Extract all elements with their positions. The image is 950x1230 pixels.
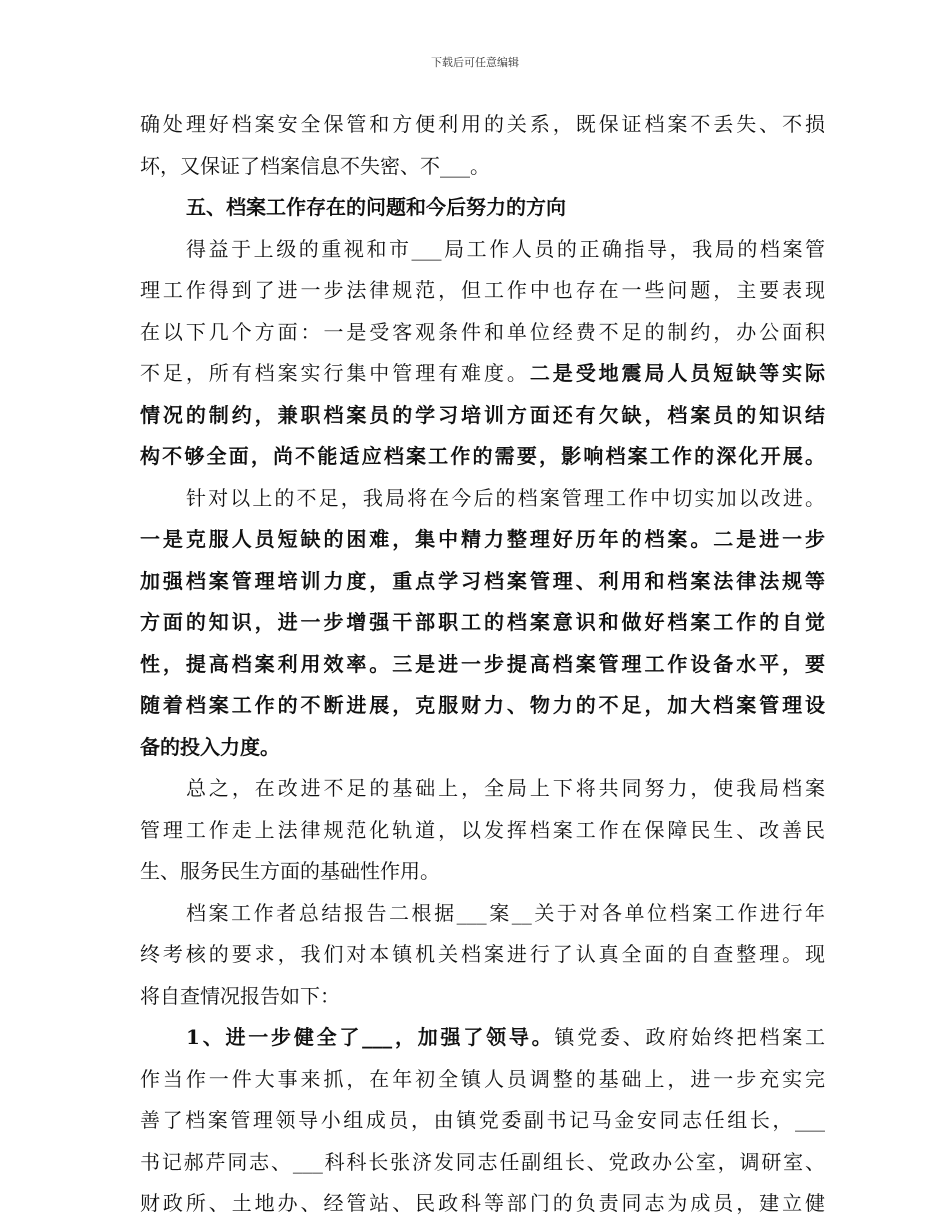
text-line-bold: 性，提高档案利用效率。三是进一步提高档案管理工作设备水平，要	[140, 651, 825, 676]
text-line-bold: 随着档案工作的不断进展，克服财力、物力的不足，加大档案管理设	[140, 693, 825, 717]
text-line: 档案工作者总结报告二根据___案__关于对各单位档案工作进行年	[186, 900, 825, 925]
text-line: 确处理好档案安全保管和方便利用的关系，既保证档案不丢失、不损	[140, 112, 825, 136]
text-segment: 不足，所有档案实行集中管理有难度。	[140, 361, 530, 385]
text-line: 理工作得到了进一步法律规范，但工作中也存在一些问题，主要表现	[140, 278, 825, 302]
section-heading: 五、档案工作存在的问题和今后努力的方向	[186, 195, 566, 219]
text-line: 在以下几个方面：一是受客观条件和单位经费不足的制约，办公面积	[140, 319, 825, 344]
text-line: 管理工作走上法律规范化轨道，以发挥档案工作在保障民生、改善民	[140, 817, 825, 842]
text-line-bold: 构不够全面，尚不能适应档案工作的需要，影响档案工作的深化开展。	[140, 444, 825, 468]
text-line: 针对以上的不足，我局将在今后的档案管理工作中切实加以改进。	[186, 485, 825, 510]
text-line-bold: 一是克服人员短缺的困难，集中精力整理好历年的档案。二是进一步	[140, 527, 825, 551]
text-line-bold: 备的投入力度。	[140, 734, 280, 759]
text-line: 善了档案管理领导小组成员，由镇党委副书记马金安同志任组长，___	[140, 1108, 825, 1132]
text-line: 得益于上级的重视和市___局工作人员的正确指导，我局的档案管	[186, 236, 825, 261]
page-header-note: 下载后可任意编辑	[431, 56, 519, 69]
text-line: 财政所、土地办、经管站、民政科等部门的负责同志为成员，建立健	[140, 1191, 825, 1215]
text-line: 将自查情况报告如下：	[140, 983, 340, 1008]
text-line-bold: 情况的制约，兼职档案员的学习培训方面还有欠缺，档案员的知识结	[140, 402, 825, 427]
text-line: 坏，又保证了档案信息不失密、不___。	[140, 153, 490, 178]
text-line: 总之，在改进不足的基础上，全局上下将共同努力，使我局档案	[186, 776, 825, 800]
text-line: 终考核的要求，我们对本镇机关档案进行了认真全面的自查整理。现	[140, 942, 825, 966]
text-line: 书记郝芹同志、___科科长张济发同志任副组长、党政办公室，调研室、	[140, 1149, 825, 1174]
document-body	[140, 104, 825, 1225]
text-line	[140, 353, 825, 395]
text-line-bold: 方面的知识，进一步增强干部职工的档案意识和做好档案工作的自觉	[140, 610, 825, 634]
text-line-bold: 加强档案管理培训力度，重点学习档案管理、利用和档案法律法规等	[140, 568, 825, 593]
bold-text-segment: 1、进一步健全了___，加强了领导。	[186, 1025, 555, 1049]
text-line	[140, 1017, 825, 1059]
text-segment: 镇党委、政府始终把档案工	[554, 1025, 825, 1049]
text-line: 生、服务民生方面的基础性作用。	[140, 859, 440, 883]
text-line: 作当作一件大事来抓，在年初全镇人员调整的基础上，进一步充实完	[140, 1066, 825, 1091]
bold-text-segment: 二是受地震局人员短缺等实际	[529, 361, 825, 385]
